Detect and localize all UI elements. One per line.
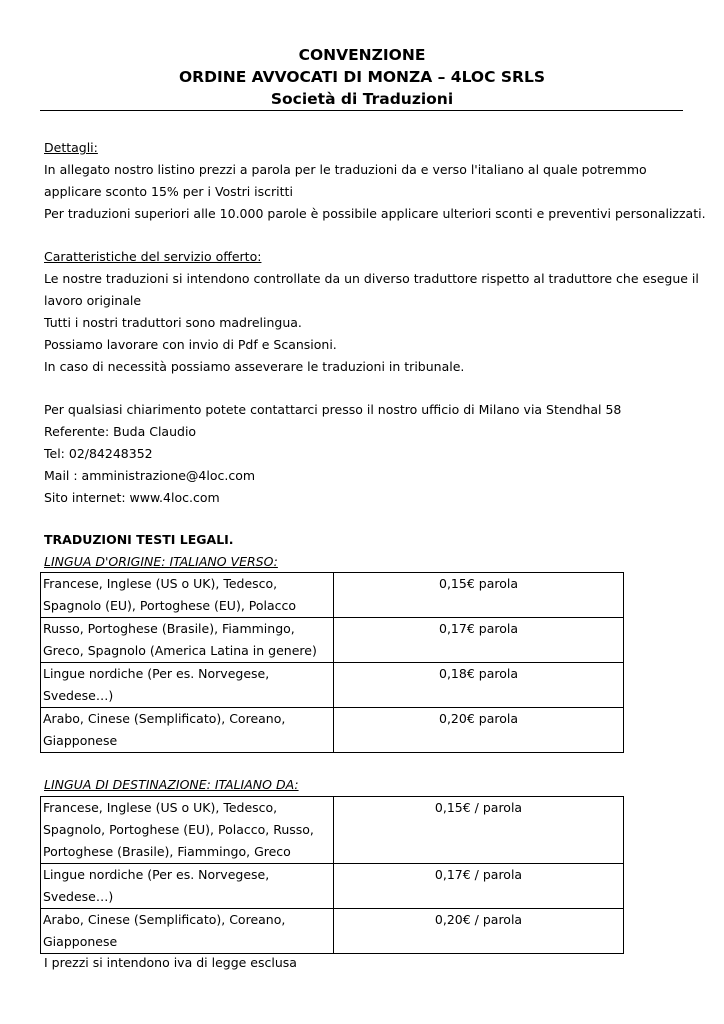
language-cell: [41, 909, 334, 954]
language-text: Arabo, Cinese (Semplificato), Coreano,: [43, 711, 286, 726]
language-cell: [41, 618, 334, 663]
language-text: Greco, Spagnolo (America Latina in genere): [43, 643, 317, 658]
service-line: Tutti i nostri traduttori sono madrelingua.: [44, 315, 302, 330]
origin-price-table: [40, 572, 624, 753]
title-line-2: ORDINE AVVOCATI DI MONZA – 4LOC SRLS: [178, 68, 546, 86]
service-heading: Caratteristiche del servizio offerto:: [44, 249, 262, 264]
contact-referent: Referente: Buda Claudio: [44, 424, 197, 439]
language-text: Lingue nordiche (Per es. Norvegese,: [43, 666, 270, 681]
language-text: Lingue nordiche (Per es. Norvegese,: [43, 867, 270, 882]
price-cell: 0,20€ / parola: [334, 909, 624, 954]
origin-subtitle: LINGUA D'ORIGINE: ITALIANO VERSO:: [44, 554, 278, 569]
table-row: [41, 708, 624, 753]
table-row: [41, 663, 624, 708]
service-section: [44, 246, 699, 378]
title-line-3: Società di Traduzioni: [270, 90, 454, 108]
title-line-1: CONVENZIONE: [298, 46, 426, 64]
language-text: Russo, Portoghese (Brasile), Fiammingo,: [43, 621, 295, 636]
details-line: In allegato nostro listino prezzi a parola per le traduzioni da e verso l'italiano al quale potremmo: [44, 162, 647, 177]
document-title: [40, 44, 684, 110]
language-text: Portoghese (Brasile), Fiammingo, Greco: [43, 844, 291, 859]
destination-subtitle: LINGUA DI DESTINAZIONE: ITALIANO DA:: [44, 777, 299, 792]
price-cell: 0,17€ / parola: [334, 864, 624, 909]
contact-section: [44, 399, 684, 509]
price-cell: 0,15€ / parola: [334, 797, 624, 864]
table-row: [41, 573, 624, 618]
price-cell: 0,20€ parola: [334, 708, 624, 753]
language-text: Spagnolo, Portoghese (EU), Polacco, Russo,: [43, 822, 314, 837]
language-text: Giapponese: [43, 733, 118, 748]
table-row: [41, 864, 624, 909]
language-cell: [41, 864, 334, 909]
details-line: Per traduzioni superiori alle 10.000 parole è possibile applicare ulteriori sconti e preventivi personalizzati.: [44, 206, 706, 221]
table-row: [41, 797, 624, 864]
language-text: Svedese…): [43, 889, 114, 904]
contact-website: Sito internet: www.4loc.com: [44, 490, 220, 505]
legal-translations-header: [44, 529, 684, 573]
language-text: Giapponese: [43, 934, 118, 949]
details-line: applicare sconto 15% per i Vostri iscritti: [44, 184, 293, 199]
legal-section-title: TRADUZIONI TESTI LEGALI.: [44, 532, 234, 547]
price-cell: 0,17€ parola: [334, 618, 624, 663]
service-line: In caso di necessità possiamo asseverare le traduzioni in tribunale.: [44, 359, 465, 374]
service-line: Le nostre traduzioni si intendono controllate da un diverso traduttore rispetto al traduttore che esegue il: [44, 271, 699, 286]
details-heading: Dettagli:: [44, 140, 98, 155]
language-text: Francese, Inglese (US o UK), Tedesco,: [43, 800, 278, 815]
language-text: Svedese…): [43, 688, 114, 703]
table-row: [41, 909, 624, 954]
destination-header: [44, 774, 684, 796]
language-cell: [41, 797, 334, 864]
service-line: Possiamo lavorare con invio di Pdf e Scansioni.: [44, 337, 337, 352]
title-divider: [40, 110, 683, 111]
language-cell: [41, 708, 334, 753]
vat-footnote: I prezzi si intendono iva di legge esclusa: [44, 955, 297, 970]
service-line: lavoro originale: [44, 293, 142, 308]
price-cell: 0,18€ parola: [334, 663, 624, 708]
contact-intro: Per qualsiasi chiarimento potete contattarci presso il nostro ufficio di Milano via Stendhal 58: [44, 402, 622, 417]
contact-email: Mail : amministrazione@4loc.com: [44, 468, 256, 483]
contact-phone: Tel: 02/84248352: [44, 446, 153, 461]
table-row: [41, 618, 624, 663]
language-text: Spagnolo (EU), Portoghese (EU), Polacco: [43, 598, 297, 613]
language-text: Francese, Inglese (US o UK), Tedesco,: [43, 576, 278, 591]
language-text: Arabo, Cinese (Semplificato), Coreano,: [43, 912, 286, 927]
language-cell: [41, 663, 334, 708]
price-cell: 0,15€ parola: [334, 573, 624, 618]
language-cell: [41, 573, 334, 618]
destination-price-table: [40, 796, 624, 954]
details-section: [44, 137, 706, 225]
